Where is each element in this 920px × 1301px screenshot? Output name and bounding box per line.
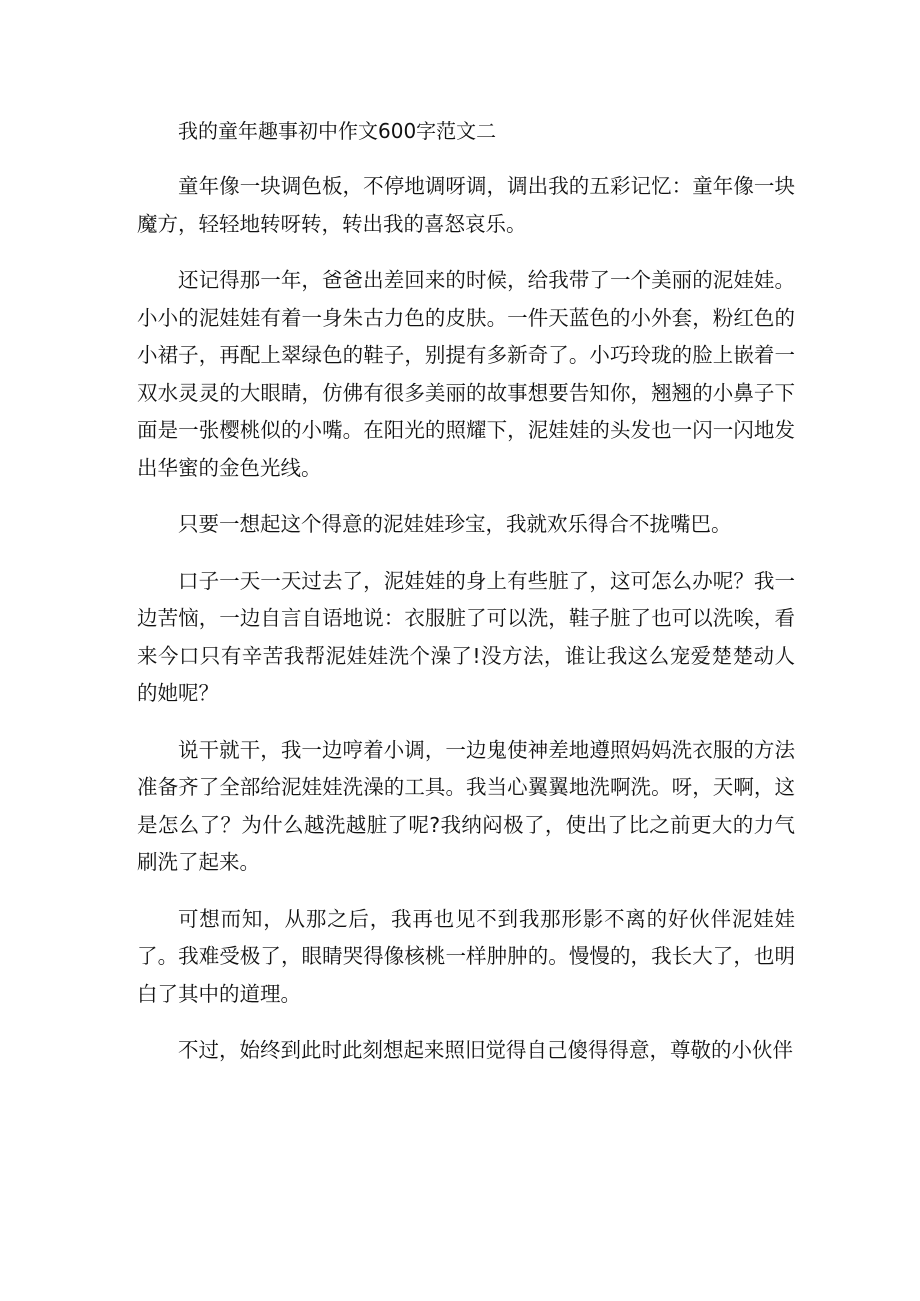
paragraph: 口子一天一天过去了，泥娃娃的身上有些脏了，这可怎么办呢？我一边苦恼，一边自言自语地说：衣服脏了可以洗，鞋子脏了也可以洗唉，看来今口只有辛苦我帮泥娃娃洗个澡了!没方法，谁让我这么宠爱楚楚动人的她呢？: [137, 568, 795, 705]
document-body: [137, 168, 795, 1089]
paragraph: 只要一想起这个得意的泥娃娃珍宝，我就欢乐得合不拢嘴巴。: [178, 512, 732, 536]
paragraph: 可想而知，从那之后，我再也见不到我那形影不离的好伙伴泥娃娃了。我难受极了，眼睛哭得像核桃一样肿肿的。慢慢的，我长大了，也明白了其中的道理。: [137, 906, 795, 1006]
paragraph: 不过，始终到此时此刻想起来照旧觉得自己傻得得意，尊敬的小伙伴: [178, 1038, 793, 1062]
paragraph: 还记得那一年，爸爸出差回来的时候，给我带了一个美丽的泥娃娃。小小的泥娃娃有着一身朱古力色的皮肤。一件天蓝色的小外套，粉红色的小裙子，再配上翠绿色的鞋子，别提有多新奇了。小巧玲珑的脸上嵌着一双水灵灵的大眼睛，仿佛有很多美丽的故事想要告知你，翘翘的小鼻子下面是一张樱桃似的小嘴。在阳光的照耀下，泥娃娃的头发也一闪一闪地发出华蜜的金色光线。: [137, 268, 795, 480]
paragraph: 说干就干，我一边哼着小调，一边鬼使神差地遵照妈妈洗衣服的方法准备齐了全部给泥娃娃洗澡的工具。我当心翼翼地洗啊洗。呀，天啊，这是怎么了？为什么越洗越脏了呢?我纳闷极了，使出了比之前更大的力气刷洗了起来。: [137, 737, 795, 874]
paragraph: 童年像一块调色板，不停地调呀调，调出我的五彩记忆：童年像一块魔方，轻轻地转呀转，转出我的喜怒哀乐。: [137, 174, 795, 236]
document-title: 我的童年趣事初中作文600字范文二: [178, 119, 497, 143]
